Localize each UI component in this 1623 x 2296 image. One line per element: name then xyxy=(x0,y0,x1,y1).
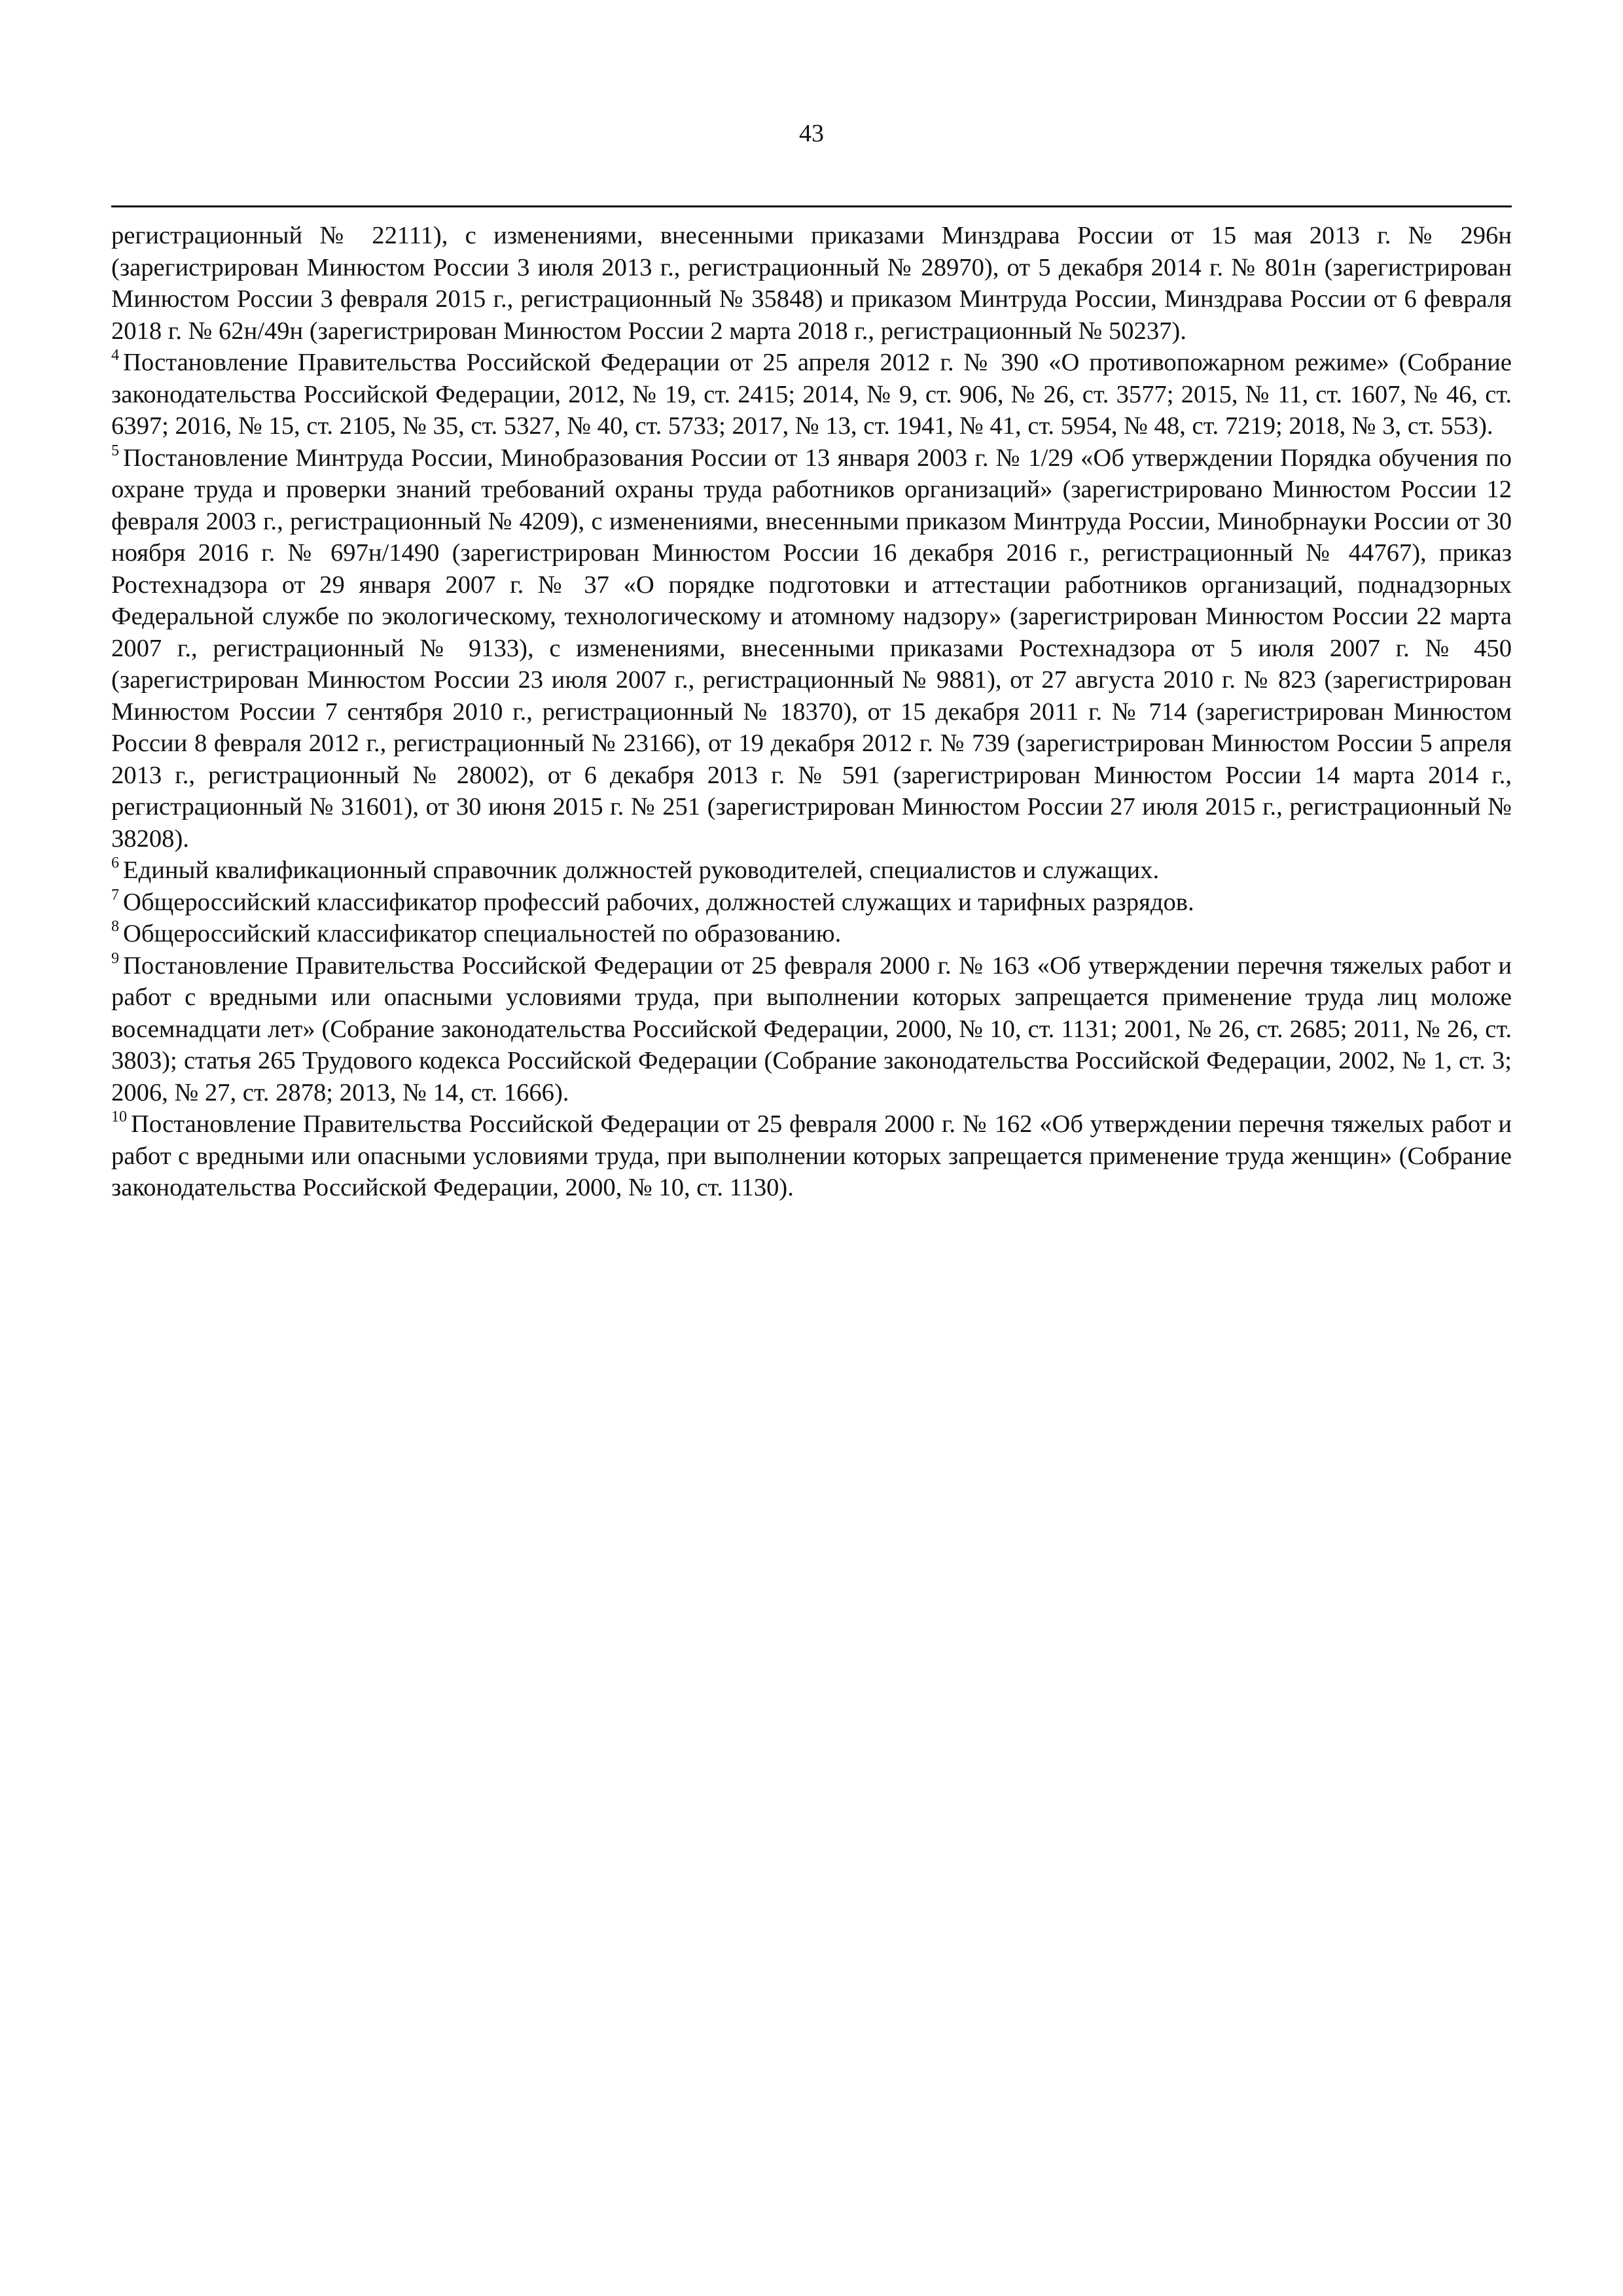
footnote-text: Постановление Минтруда России, Минобразования России от 13 января 2003 г. № 1/29 «Об утверждении Порядка обучения по охране труда и проверки знаний требований охраны труда работников организаций» (зарегистрировано Минюстом России 12 февраля 2003 г., регистрационный № 4209), с изменениями, внесенными приказом Минтруда России, Минобрнауки России от 30 ноября 2016 г. № 697н/1490 (зарегистрирован Минюстом России 16 декабря 2016 г., регистрационный № 44767), приказ Ростехнадзора от 29 января 2007 г. № 37 «О порядке подготовки и аттестации работников организаций, поднадзорных Федеральной службе по экологическому, технологическому и атомному надзору» (зарегистрирован Минюстом России 22 марта 2007 г., регистрационный № 9133), с изменениями, внесенными приказами Ростехнадзора от 5 июля 2007 г. № 450 (зарегистрирован Минюстом России 23 июля 2007 г., регистрационный № 9881), от 27 августа 2010 г. № 823 (зарегистрирован Минюстом России 7 сентября 2010 г., регистрационный № 18370), от 15 декабря 2011 г. № 714 (зарегистрирован Минюстом России 8 февраля 2012 г., регистрационный № 23166), от 19 декабря 2012 г. № 739 (зарегистрирован Минюстом России 5 апреля 2013 г., регистрационный № 28002), от 6 декабря 2013 г. № 591 (зарегистрирован Минюстом России 14 марта 2014 г., регистрационный № 31601), от 30 июня 2015 г. № 251 (зарегистрирован Минюстом России 27 июля 2015 г., регистрационный № 38208). xyxy=(111,444,1512,853)
footnote-9 xyxy=(111,950,1512,1109)
footnote-marker: 4 xyxy=(111,347,119,364)
footnote-marker: 7 xyxy=(111,886,119,904)
footnote-text: регистрационный № 22111), с изменениями, внесенными приказами Минздрава России от 15 мая 2013 г. № 296н (зарегистрирован Минюстом России 3 июля 2013 г., регистрационный № 28970), от 5 декабря 2014 г. № 801н (зарегистрирован Минюстом России 3 февраля 2015 г., регистрационный № 35848) и приказом Минтруда России, Минздрава России от 6 февраля 2018 г. № 62н/49н (зарегистрирован Минюстом России 2 марта 2018 г., регистрационный № 50237). xyxy=(111,222,1512,345)
footnote-marker: 9 xyxy=(111,949,119,967)
footnote-continued xyxy=(111,220,1512,347)
page-number: 43 xyxy=(799,120,824,147)
footnote-text: Общероссийский классификатор специальностей по образованию. xyxy=(123,920,842,947)
footnote-4 xyxy=(111,347,1512,442)
footnote-text: Общероссийский классификатор профессий рабочих, должностей служащих и тарифных разрядов. xyxy=(123,888,1194,916)
footnote-separator xyxy=(111,205,1512,207)
footnote-7 xyxy=(111,887,1512,919)
footnote-marker: 6 xyxy=(111,855,119,872)
footnote-8 xyxy=(111,918,1512,950)
footnote-marker: 8 xyxy=(111,918,119,936)
footnote-text: Единый квалификационный справочник должностей руководителей, специалистов и служащих. xyxy=(123,857,1160,884)
footnote-text: Постановление Правительства Российской Федерации от 25 апреля 2012 г. № 390 «О противопожарном режиме» (Собрание законодательства Российской Федерации, 2012, № 19, ст. 2415; 2014, № 9, ст. 906, № 26, ст. 3577; 2015, № 11, ст. 1607, № 46, ст. 6397; 2016, № 15, ст. 2105, № 35, ст. 5327, № 40, ст. 5733; 2017, № 13, ст. 1941, № 41, ст. 5954, № 48, ст. 7219; 2018, № 3, ст. 553). xyxy=(111,349,1512,440)
footnote-text: Постановление Правительства Российской Федерации от 25 февраля 2000 г. № 162 «Об утверждении перечня тяжелых работ и работ с вредными или опасными условиями труда, при выполнении которых запрещается применение труда женщин» (Собрание законодательства Российской Федерации, 2000, № 10, ст. 1130). xyxy=(111,1110,1512,1201)
footnote-text: Постановление Правительства Российской Федерации от 25 февраля 2000 г. № 163 «Об утверждении перечня тяжелых работ и работ с вредными или опасными условиями труда, при выполнении которых запрещается применение труда лиц моложе восемнадцати лет» (Собрание законодательства Российской Федерации, 2000, № 10, ст. 1131; 2001, № 26, ст. 2685; 2011, № 26, ст. 3803); статья 265 Трудового кодекса Российской Федерации (Собрание законодательства Российской Федерации, 2002, № 1, ст. 3; 2006, № 27, ст. 2878; 2013, № 14, ст. 1666). xyxy=(111,951,1512,1106)
footnote-marker: 5 xyxy=(111,442,119,459)
footnote-5 xyxy=(111,442,1512,855)
footnotes-block xyxy=(111,220,1512,1204)
footnote-10 xyxy=(111,1108,1512,1204)
footnote-marker: 10 xyxy=(111,1108,127,1126)
footnote-6 xyxy=(111,855,1512,887)
